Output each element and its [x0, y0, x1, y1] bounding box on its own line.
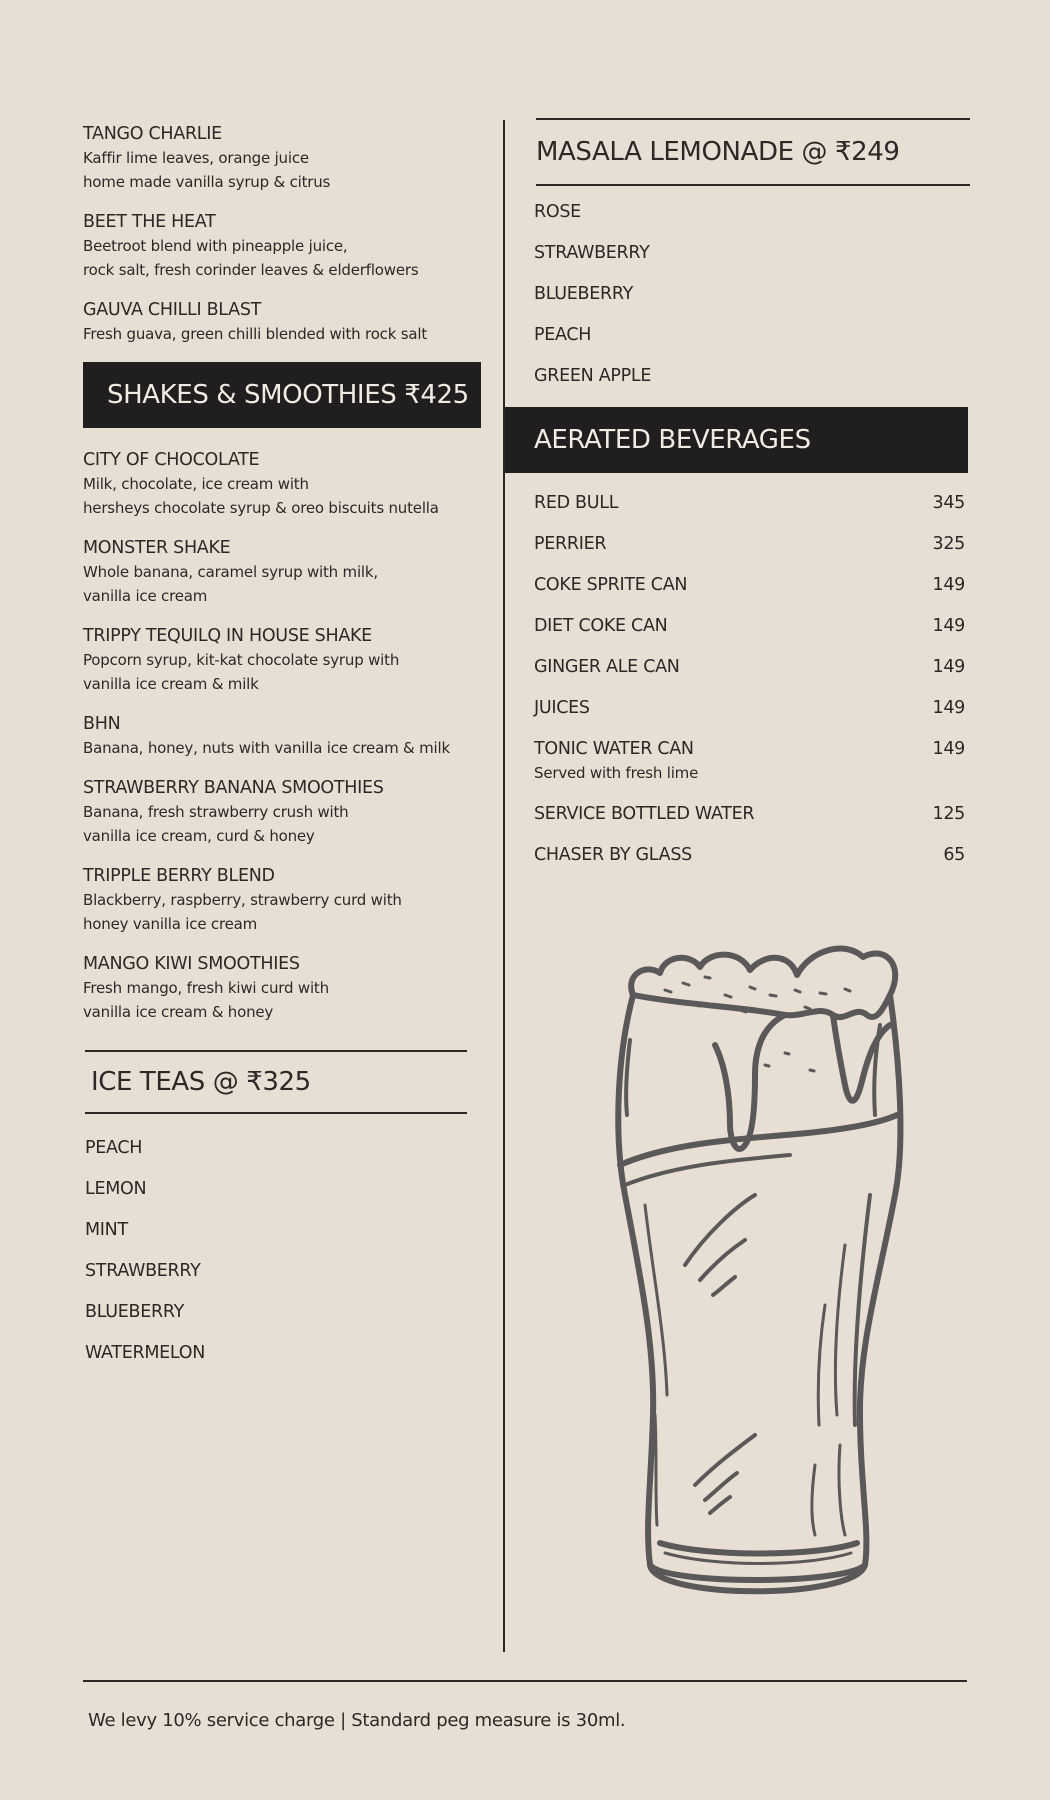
- item-description: Banana, fresh strawberry crush with: [83, 803, 349, 821]
- beer-glass-icon: [605, 945, 915, 1615]
- beverage-row: [534, 573, 965, 597]
- menu-item: [83, 712, 481, 760]
- beverage-row: [534, 737, 965, 761]
- ice-tea-flavor: LEMON: [85, 1179, 147, 1199]
- item-description: rock salt, fresh corinder leaves & elderflowers: [83, 261, 419, 279]
- masala-lemonade-flavor: BLUEBERRY: [534, 284, 634, 304]
- item-name: GAUVA CHILLI BLAST: [83, 300, 262, 320]
- beverage-item: [534, 737, 965, 785]
- menu-item: [83, 298, 481, 346]
- right-column: [505, 118, 968, 884]
- item-description: hersheys chocolate syrup & oreo biscuits nutella: [83, 499, 439, 517]
- item-description: vanilla ice cream, curd & honey: [83, 827, 315, 845]
- item-description: Blackberry, raspberry, strawberry curd with: [83, 891, 402, 909]
- masala-lemonade-flavor: PEACH: [534, 325, 592, 345]
- menu-item: [83, 122, 481, 194]
- beverage-row: [534, 491, 965, 515]
- beverage-name: CHASER BY GLASS: [534, 845, 692, 865]
- masala-lemonade-flavor: ROSE: [534, 202, 581, 222]
- beverage-name: JUICES: [534, 698, 590, 718]
- beverage-price: 149: [932, 657, 965, 677]
- beverage-name: TONIC WATER CAN: [534, 739, 694, 759]
- beverage-item: [534, 696, 965, 720]
- item-description: Fresh mango, fresh kiwi curd with: [83, 979, 329, 997]
- shakes-list: [83, 448, 481, 1024]
- item-description: Kaffir lime leaves, orange juice: [83, 149, 309, 167]
- item-description: Banana, honey, nuts with vanilla ice cream & milk: [83, 739, 450, 757]
- menu-item: [83, 536, 481, 608]
- beverage-row: [534, 802, 965, 826]
- item-name: BHN: [83, 714, 121, 734]
- ice-tea-flavor: PEACH: [85, 1138, 143, 1158]
- ice-tea-flavor: WATERMELON: [85, 1343, 206, 1363]
- menu-item: [83, 776, 481, 848]
- menu-item: [83, 210, 481, 282]
- beverage-price: 149: [932, 698, 965, 718]
- beverage-row: [534, 843, 965, 867]
- masala-lemonade-list: [534, 200, 968, 405]
- item-name: TRIPPLE BERRY BLEND: [83, 866, 275, 886]
- ice-teas-list: [85, 1136, 481, 1382]
- signature-drinks-list: [83, 122, 481, 346]
- beverage-price: 149: [932, 575, 965, 595]
- shakes-smoothies-heading: SHAKES & SMOOTHIES ₹425: [83, 362, 481, 428]
- item-description: Beetroot blend with pineapple juice,: [83, 237, 348, 255]
- beverage-name: PERRIER: [534, 534, 607, 554]
- beverage-item: [534, 843, 965, 867]
- item-description: honey vanilla ice cream: [83, 915, 258, 933]
- beverage-item: [534, 573, 965, 597]
- menu-item: [83, 448, 481, 520]
- item-description: vanilla ice cream & milk: [83, 675, 259, 693]
- beverage-row: [534, 614, 965, 638]
- aerated-beverages-heading: AERATED BEVERAGES: [505, 407, 968, 473]
- item-name: BEET THE HEAT: [83, 212, 216, 232]
- aerated-beverages-list: [534, 491, 965, 867]
- item-name: STRAWBERRY BANANA SMOOTHIES: [83, 778, 384, 798]
- beverage-item: [534, 614, 965, 638]
- item-name: MANGO KIWI SMOOTHIES: [83, 954, 300, 974]
- ice-tea-flavor: MINT: [85, 1220, 128, 1240]
- item-description: Whole banana, caramel syrup with milk,: [83, 563, 378, 581]
- beverage-price: 325: [932, 534, 965, 554]
- beverage-note: Served with fresh lime: [534, 764, 699, 782]
- beverage-price: 65: [943, 845, 965, 865]
- menu-item: [83, 864, 481, 936]
- beverage-name: GINGER ALE CAN: [534, 657, 680, 677]
- item-name: MONSTER SHAKE: [83, 538, 231, 558]
- left-column: [83, 122, 481, 1382]
- beverage-name: COKE SPRITE CAN: [534, 575, 688, 595]
- beverage-item: [534, 491, 965, 515]
- item-description: vanilla ice cream & honey: [83, 1003, 274, 1021]
- beverage-item: [534, 802, 965, 826]
- item-name: TANGO CHARLIE: [83, 124, 222, 144]
- beverage-row: [534, 532, 965, 556]
- beverage-price: 345: [932, 493, 965, 513]
- item-description: home made vanilla syrup & citrus: [83, 173, 331, 191]
- item-name: TRIPPY TEQUILQ IN HOUSE SHAKE: [83, 626, 372, 646]
- menu-item: [83, 952, 481, 1024]
- masala-lemonade-flavor: GREEN APPLE: [534, 366, 652, 386]
- item-description: Fresh guava, green chilli blended with rock salt: [83, 325, 428, 343]
- beverage-item: [534, 532, 965, 556]
- masala-lemonade-flavor: STRAWBERRY: [534, 243, 650, 263]
- beverage-name: SERVICE BOTTLED WATER: [534, 804, 755, 824]
- item-name: CITY OF CHOCOLATE: [83, 450, 260, 470]
- item-description: Milk, chocolate, ice cream with: [83, 475, 309, 493]
- footer-note: We levy 10% service charge | Standard peg measure is 30ml.: [88, 1710, 626, 1731]
- beverage-price: 125: [932, 804, 965, 824]
- item-description: vanilla ice cream: [83, 587, 208, 605]
- beverage-price: 149: [932, 616, 965, 636]
- beverage-name: RED BULL: [534, 493, 619, 513]
- beverage-row: [534, 696, 965, 720]
- beverage-name: DIET COKE CAN: [534, 616, 668, 636]
- beverage-row: [534, 655, 965, 679]
- item-description: Popcorn syrup, kit-kat chocolate syrup with: [83, 651, 400, 669]
- footer-divider: [83, 1680, 967, 1682]
- ice-teas-heading: ICE TEAS @ ₹325: [85, 1050, 467, 1114]
- ice-tea-flavor: BLUEBERRY: [85, 1302, 185, 1322]
- masala-lemonade-heading: MASALA LEMONADE @ ₹249: [536, 118, 970, 186]
- ice-tea-flavor: STRAWBERRY: [85, 1261, 201, 1281]
- beverage-item: [534, 655, 965, 679]
- menu-item: [83, 624, 481, 696]
- beverage-price: 149: [932, 739, 965, 759]
